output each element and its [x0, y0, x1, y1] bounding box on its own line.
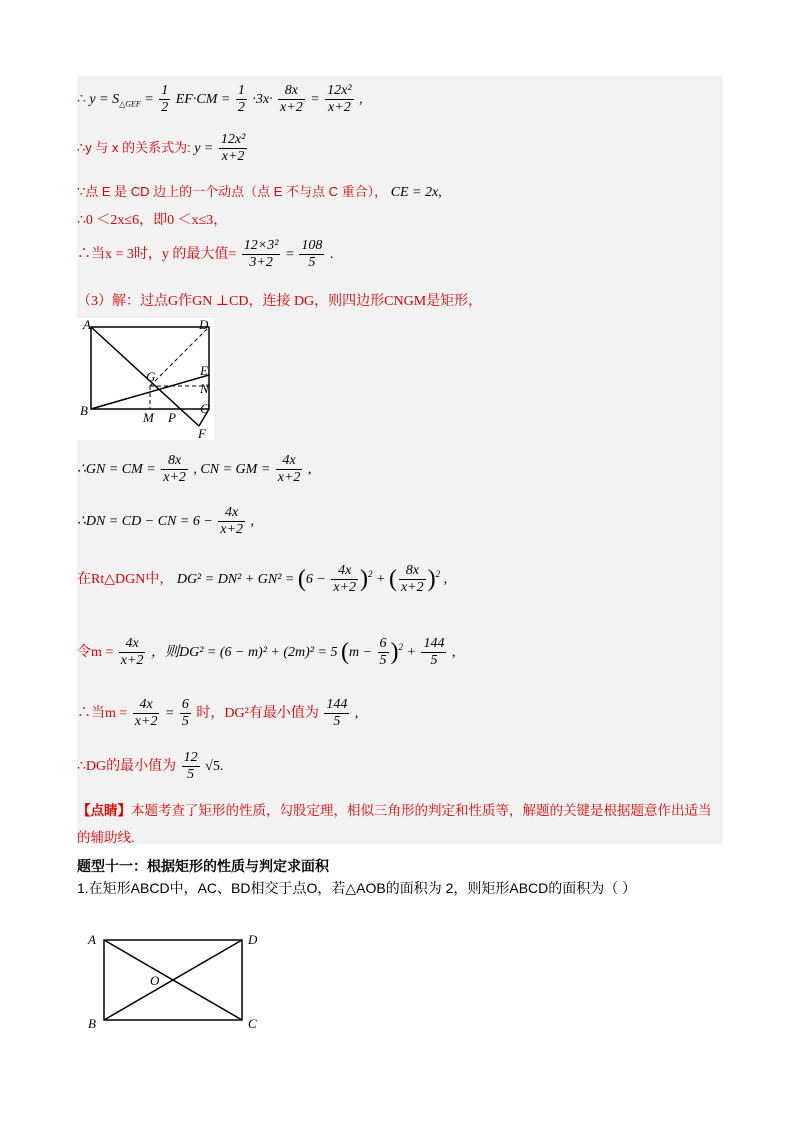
- solution-line-5: ∴当x = 3时，y 的最大值= $\frac{\text{12×3²}}{3+2}$ = $\frac{108}{5}$ .: [77, 238, 334, 271]
- solution-line-11: ∴当m = $\frac{4x}{x+2}$ = $\frac{6}{5}$ 时，DG²有最小值为 $\frac{144}{5}$ ,: [77, 697, 359, 730]
- label-b: B: [80, 403, 88, 418]
- figure-rectangle-gn: [77, 318, 214, 440]
- solution-line-2: ∴y 与 x 的关系式为: y = $\frac{\text{12x²}}{x+2}$: [77, 132, 246, 165]
- solution-line-8: ∴DN = CD − CN = 6 − $\frac{4x}{x+2}$ ,: [77, 505, 254, 538]
- label-a: A: [83, 318, 91, 332]
- solution-line-6: （3）解：过点G作GN ⊥CD，连接 DG，则四边形CNGM是矩形，: [77, 294, 483, 309]
- solution-line-9: 在Rt△DGN中， DG² = DN² + GN² = (6 − $\frac{4x}{x+2}$ )$^2$ + ( $\frac{8x}{x+2}$ )$^2$ ,: [77, 563, 448, 596]
- solution-line-1: ∴ $y = S_{\triangle GEF}$ = $\frac{1}{2}$ EF·CM = $\frac{1}{2}$ ·3x· $\frac{8x}{x+2}$ = $\frac{\text{12x²}}{x+2}$ ,: [77, 83, 363, 116]
- label-m: M: [143, 410, 154, 425]
- label-e: E: [200, 363, 208, 378]
- solution-line-7: ∴GN = CM = $\frac{8x}{x+2}$ , CN = GM = $\frac{4x}{x+2}$ ,: [77, 453, 312, 486]
- figure-2-svg: [82, 928, 262, 1036]
- label-d: D: [199, 318, 209, 332]
- solution-line-4: ∴0 ＜2x≤6，即0 ＜x≤3，: [77, 213, 228, 228]
- label-c2: C: [248, 1016, 257, 1031]
- label-g: G: [146, 369, 156, 384]
- label-c: C: [200, 401, 209, 416]
- label-p: P: [168, 410, 176, 425]
- label-d2: D: [248, 932, 258, 947]
- solution-line-3: ∵点 E 是 CD 边上的一个动点（点 E 不与点 C 重合）， CE = 2x,: [77, 184, 442, 200]
- label-b2: B: [88, 1016, 96, 1031]
- figure-1-svg: [77, 318, 214, 440]
- section-title: 题型十一：根据矩形的性质与判定求面积: [77, 858, 329, 874]
- comment-block: [77, 797, 717, 851]
- comment-text: 本题考查了矩形的性质，勾股定理，相似三角形的判定和性质等，解题的关键是根据题意作出适当的辅助线.: [77, 803, 712, 845]
- figure-rectangle-abcd: [82, 928, 262, 1036]
- label-a2: A: [88, 932, 96, 947]
- label-n: N: [200, 381, 209, 396]
- comment-tag: 【点睛】: [77, 803, 131, 818]
- solution-line-10: 令m = $\frac{4x}{x+2}$ ，则DG² = (6 − m)² + (2m)² = 5 (m − $\frac{6}{5}$ )$^2$ + $\frac{144}{5}$ ,: [77, 636, 456, 669]
- label-o2: O: [150, 973, 160, 988]
- question-1: 1.在矩形ABCD中，AC、BD相交于点O，若△AOB的面积为 2，则矩形ABCD的面积为（ ）: [77, 880, 637, 896]
- label-f: F: [198, 426, 206, 440]
- solution-line-12: ∴DG的最小值为 $\frac{12}{5}$ √5.: [77, 750, 224, 783]
